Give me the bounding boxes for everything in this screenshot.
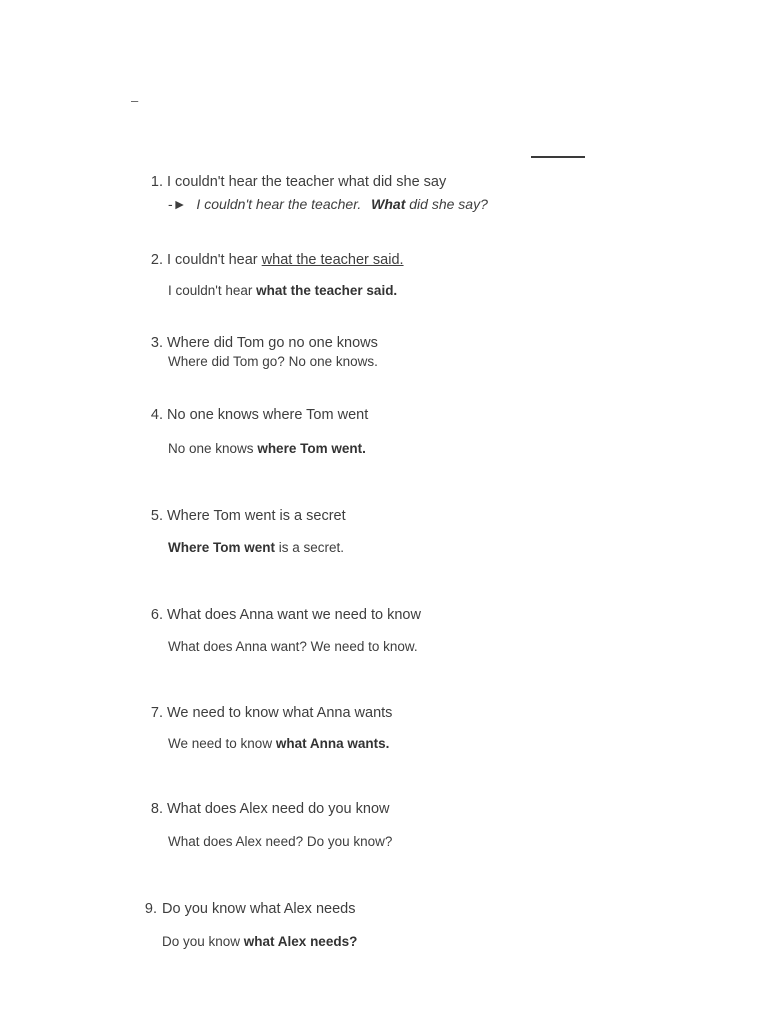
item-7-answer-bold: what Anna wants. [275,736,390,751]
item-8-question-text: What does Alex need do you know [167,801,390,817]
item-8-answer: What does Alex need? Do you know? [168,834,393,849]
item-4-question-text: No one knows where Tom went [167,407,369,423]
item-9-answer-pre: Do you know [162,934,244,949]
item-2-question-pre: I couldn't hear [167,252,262,268]
item-1-number: 1. [150,174,163,190]
item-7-number: 7. [150,705,163,721]
item-5-answer-post: is a secret. [275,540,345,555]
stray-dash: – [131,93,139,108]
item-1-answer-part2: did she say? [409,196,488,212]
item-4-answer [168,440,366,458]
item-2-number: 2. [150,252,163,268]
item-7-question-text: We need to know what Anna wants [167,705,393,721]
item-9-answer [162,933,357,951]
item-4-number: 4. [150,407,163,423]
item-2-answer-pre: I couldn't hear [168,283,257,298]
item-6-answer: What does Anna want? We need to know. [168,639,418,654]
item-6-question-text: What does Anna want we need to know [167,607,421,623]
item-6-number: 6. [150,607,163,623]
item-3-answer: Where did Tom go? No one knows. [168,354,378,369]
item-5-question-text: Where Tom went is a secret [167,508,346,524]
item-1-answer [168,195,488,213]
item-7-answer-pre: We need to know [168,736,276,751]
item-8-number: 8. [150,801,163,817]
item-2-answer-bold: what the teacher said. [256,283,398,298]
item-1-question-text: I couldn't hear the teacher what did she say [167,174,447,190]
item-2-question-underlined: what the teacher said. [261,252,404,268]
item-5-number: 5. [150,508,163,524]
item-2-question-text [167,251,404,269]
item-9-number: 9. [144,901,157,917]
item-9-question-text: Do you know what Alex needs [162,901,356,917]
item-4-answer-bold: where Tom went. [257,441,366,456]
item-2-answer [168,282,397,300]
item-4-answer-pre: No one knows [168,441,258,456]
item-1-answer-arrow: -► [168,196,187,212]
top-rule [531,156,585,158]
item-3-number: 3. [150,335,163,351]
item-1-answer-bold: What [371,196,406,212]
item-1-answer-part1: I couldn't hear the teacher. [196,196,362,212]
item-5-answer [168,539,344,557]
item-3-question-text: Where did Tom go no one knows [167,335,378,351]
item-9-answer-bold: what Alex needs? [243,934,358,949]
item-7-answer [168,735,389,753]
item-5-answer-bold: Where Tom went [168,540,276,555]
